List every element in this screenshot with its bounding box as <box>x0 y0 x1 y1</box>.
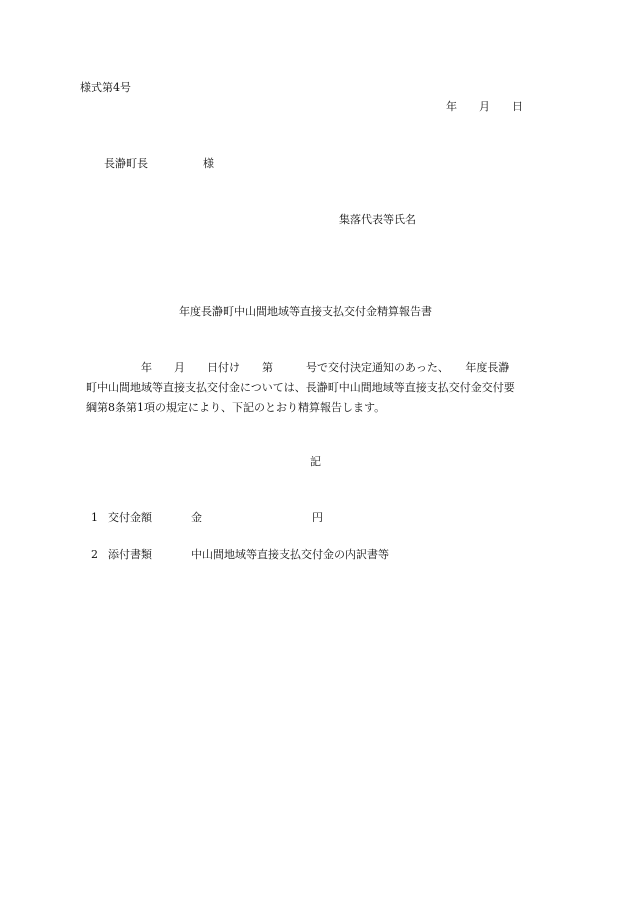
addressee: 長瀞町長 様 <box>104 157 214 170</box>
document-title: 年度長瀞町中山間地域等直接支払交付金精算報告書 <box>179 305 432 318</box>
body-line: 町中山間地域等直接支払交付金については、長瀞町中山間地域等直接支払交付金交付要 <box>86 381 515 394</box>
representative-name-label: 集落代表等氏名 <box>339 213 416 226</box>
item-2-number: 2 <box>91 548 98 561</box>
date-line: 年 月 日 <box>446 100 523 113</box>
item-2-value: 中山間地域等直接支払交付金の内訳書等 <box>191 548 389 561</box>
item-1-value: 金 円 <box>191 511 323 524</box>
body-line: 綱第8条第1項の規定により、下記のとおり精算報告します。 <box>86 401 386 414</box>
item-1-label: 交付金額 <box>108 511 152 524</box>
ki-heading: 記 <box>310 455 321 468</box>
item-2-label: 添付書類 <box>108 548 152 561</box>
form-number: 様式第4号 <box>80 81 131 94</box>
body-line: 年 月 日付け 第 号で交付決定通知のあった、 年度長瀞 <box>86 361 510 374</box>
body-paragraph <box>86 358 556 418</box>
item-1-number: 1 <box>91 511 98 524</box>
